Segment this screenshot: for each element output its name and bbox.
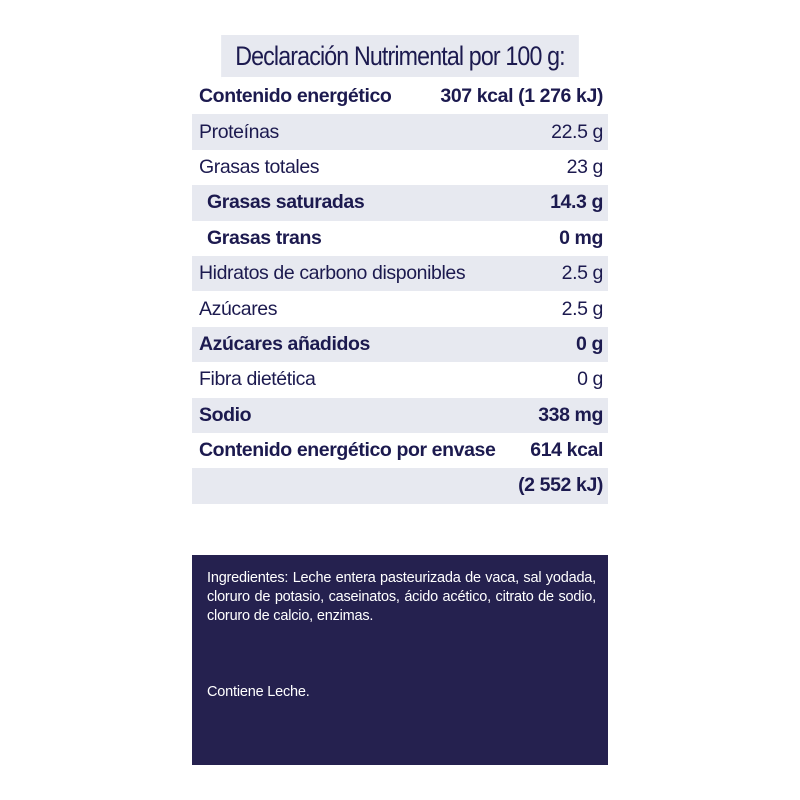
row-value: 22.5 g	[551, 120, 603, 143]
ingredients-box	[192, 555, 608, 765]
row-value: 2.5 g	[561, 262, 603, 285]
row-value: 0 g	[576, 332, 603, 355]
nutrition-row-energy	[192, 79, 608, 114]
row-value: 14.3 g	[550, 191, 603, 214]
row-label: Grasas totales	[199, 155, 320, 178]
nutrition-row-energy-per-package-kj	[192, 468, 608, 503]
row-value: (2 552 kJ)	[518, 474, 603, 497]
row-label: Azúcares	[199, 297, 278, 320]
row-value: 2.5 g	[561, 297, 603, 320]
nutrition-row-sugars	[192, 291, 608, 326]
row-value: 0 mg	[559, 226, 603, 249]
nutrition-row-sodium	[192, 398, 608, 433]
row-label: Azúcares añadidos	[199, 332, 370, 355]
row-value: 614 kcal	[530, 439, 603, 462]
nutrition-facts-table	[192, 35, 608, 504]
row-value: 0 g	[577, 368, 603, 391]
nutrition-row-protein	[192, 114, 608, 149]
row-value: 338 mg	[538, 403, 603, 426]
nutrition-row-fiber	[192, 362, 608, 397]
nutrition-row-saturated-fat	[192, 185, 608, 220]
nutrition-title: Declaración Nutrimental por 100 g:	[221, 35, 579, 79]
row-label: Sodio	[199, 403, 252, 426]
allergen-statement: Contiene Leche.	[207, 684, 310, 700]
row-value: 307 kcal (1 276 kJ)	[440, 85, 603, 108]
row-label: Hidratos de carbono disponibles	[199, 262, 466, 285]
row-label: Contenido energético por envase	[199, 439, 496, 462]
row-label: Grasas trans	[207, 226, 322, 249]
nutrition-row-trans-fat	[192, 221, 608, 256]
nutrition-row-total-fat	[192, 150, 608, 185]
row-label: Contenido energético	[199, 85, 392, 108]
row-label: Proteínas	[199, 120, 279, 143]
nutrition-row-carbohydrates	[192, 256, 608, 291]
row-label: Fibra dietética	[199, 368, 316, 391]
row-value: 23 g	[566, 155, 603, 178]
row-label: Grasas saturadas	[207, 191, 365, 214]
nutrition-row-energy-per-package	[192, 433, 608, 468]
ingredients-text: Ingredientes: Leche entera pasteurizada de vaca, sal yodada, cloruro de potasio, caseinatos, ácido acético, citrato de sodio, cloruro de calcio, enzimas.	[207, 570, 596, 624]
nutrition-row-added-sugars	[192, 327, 608, 362]
